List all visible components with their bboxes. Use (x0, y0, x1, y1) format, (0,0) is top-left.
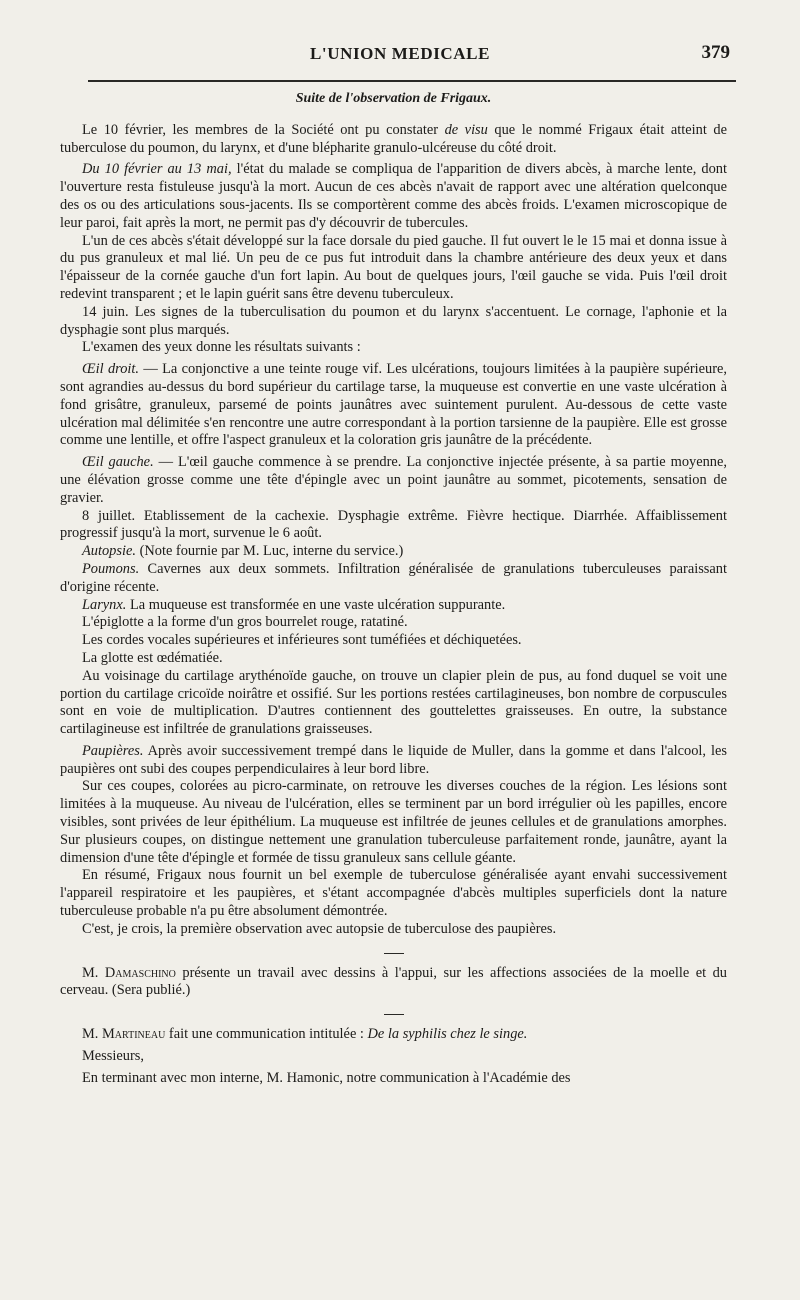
paragraph (60, 122, 727, 158)
separator-rule (384, 953, 404, 954)
paragraph: En terminant avec mon interne, M. Hamonic, notre communication à l'Académie des (82, 1069, 571, 1086)
italic-phrase: Œil gauche. (82, 454, 154, 471)
speaker-name: Damaschino (104, 964, 176, 981)
paragraph-text: l'état du malade se compliqua de l'apparition de divers abcès, à marche lente, dont l'ouverture resta fistuleuse jusqu'à la mort. Aucun de ces abcès n'avait de rapport avec une altération quelconque des os ou des articulations sous-jacents. Ils se comportèrent comme des abcès froids. L'examen microscopique de leur paroi, fait après la mort, ne permit pas d'y découvrir de tubercules. (60, 161, 727, 231)
paragraph (60, 1026, 727, 1044)
italic-phrase: Œil droit. (82, 361, 139, 378)
italic-phrase: Autopsie. (82, 543, 136, 560)
paragraph: 8 juillet. Etablissement de la cachexie. Dysphagie extrême. Fièvre hectique. Diarrhée. Affaiblissement progressif jusqu'à la mort, survenue le 6 août. (60, 507, 727, 542)
italic-phrase: De la syphilis chez le singe. (367, 1026, 528, 1043)
italic-phrase: Du 10 février au 13 mai, (82, 161, 232, 178)
paragraph: Les cordes vocales supérieures et inférieures sont tuméfiées et déchiquetées. (82, 632, 522, 649)
paragraph: L'un de ces abcès s'était développé sur la face dorsale du pied gauche. Il fut ouvert le le 15 mai et donna issue à du pus granuleux et mal lié. Un peu de ce pus fut introduit dans la chambre antérieure des deux yeux et dans l'épaisseur de la cornée gauche d'un fort lapin. Au bout de quelques jours, l'œil gauche se vida. Puis l'œil droit redevint transparent ; et le lapin guérit sans être devenu tuberculeux. (60, 232, 727, 302)
paragraph-text: Le 10 février, les membres de la Société ont pu constater (82, 121, 445, 138)
running-title: L'UNION MEDICALE (309, 44, 491, 63)
italic-phrase: Larynx. (82, 596, 127, 613)
italic-phrase: Poumons. (82, 560, 140, 577)
page-number: 379 (701, 42, 730, 63)
paragraph: Messieurs, (82, 1048, 144, 1065)
section-heading: Suite de l'observation de Frigaux. (295, 91, 492, 106)
paragraph (60, 454, 727, 507)
paragraph-text: présente un travail avec dessins à l'appui, sur les affections associées de la moelle et du cerveau. (Sera publié.) (60, 964, 727, 999)
header-rule (88, 80, 736, 82)
paragraph-text: La muqueuse est transformée en une vaste ulcération suppurante. (126, 596, 506, 613)
italic-phrase: Paupières. (82, 742, 144, 759)
paragraph (60, 743, 727, 779)
paragraph-text: Cavernes aux deux sommets. Infiltration généralisée de granulations tuberculeuses paraissant d'origine récente. (60, 560, 727, 595)
paragraph (60, 597, 727, 615)
paragraph (60, 965, 727, 1001)
paragraph (60, 161, 727, 232)
paragraph-text: fait une communication intitulée : (165, 1026, 368, 1043)
paragraph: L'examen des yeux donne les résultats suivants : (82, 339, 361, 356)
paragraph: L'épiglotte a la forme d'un gros bourrelet rouge, ratatiné. (82, 614, 408, 631)
paragraph: Au voisinage du cartilage arythénoïde gauche, on trouve un clapier plein de pus, au fond duquel se voit une portion du cartilage cricoïde noirâtre et ossifié. Sur les portions restées cartilagineuses, bon nombre de corpuscules sont en voie de multiplication. D'autres contiennent des gouttelettes graisseuses. En outre, la substance cartilagineuse est infiltrée de granulations graisseuses. (60, 667, 727, 738)
text-column (60, 90, 727, 1088)
separator-rule (384, 1014, 404, 1015)
paragraph (60, 361, 727, 450)
italic-phrase: de visu (444, 121, 488, 138)
paragraph: 14 juin. Les signes de la tuberculisation du poumon et du larynx s'accentuent. Le cornage, l'aphonie et la dysphagie sont plus marqués. (60, 303, 727, 338)
paragraph-text: — La conjonctive a une teinte rouge vif. Les ulcérations, toujours limitées à la paupière supérieure, sont agrandies au-dessus du bord supérieur du cartilage tarse, la muqueuse est convertie en une vaste ulcération à fond grisâtre, granuleux, parsemé de points jaunâtres avec suintement purulent. Au-dessous de cette vaste ulcération mal délimitée s'en rencontre une autre correspondant à la portion tarsienne de la paupière. Elle est grosse comme une lentille, et offre l'aspect granuleux et la coloration gris jaunâtre de la précédente. (60, 361, 727, 449)
paragraph: En résumé, Frigaux nous fournit un bel exemple de tuberculose généralisée ayant envahi successivement l'appareil respiratoire et les paupières, et s'étant accompagnée d'abcès multiples superficiels dont la nature tuberculeuse probable n'a pu être absolument démontrée. (60, 867, 727, 920)
paragraph: C'est, je crois, la première observation avec autopsie de tuberculose des paupières. (82, 920, 557, 937)
paragraph-text: — L'œil gauche commence à se prendre. La conjonctive injectée présente, à sa partie moyenne, une élévation grosse comme une tête d'épingle avec un point jaunâtre au sommet, picotements, sensation de gravier. (60, 454, 727, 506)
paragraph-text: que le nommé Frigaux était atteint de tuberculose du poumon, du larynx, et d'une blépharite granulo-ulcéreuse du côté droit. (60, 121, 727, 156)
speaker-name: Martineau (102, 1026, 166, 1043)
paragraph (60, 561, 727, 597)
paragraph (60, 543, 727, 561)
paragraph: Sur ces coupes, colorées au picro-carminate, on retrouve les diverses couches de la région. Les lésions sont limitées à la muqueuse. Au niveau de l'ulcération, elles se terminent par un bord irrégulier où les papilles, encore visibles, sont privées de leur épithélium. La muqueuse est infiltrée de jeunes cellules et de granulations amorphes. Sur plusieurs coupes, on distingue nettement une granulation tuberculeuse parfaitement ronde, jaunâtre, ayant la dimension d'une tête d'épingle et formée de tissu granuleux sans cellule géante. (60, 778, 727, 866)
paragraph-text: M. (82, 1026, 102, 1043)
paragraph-text: Après avoir successivement trempé dans le liquide de Muller, dans la gomme et dans l'alcool, les paupières ont subi des coupes perpendiculaires à leur bord libre. (60, 742, 727, 777)
paragraph: La glotte est œdématiée. (82, 649, 223, 666)
paragraph-text: M. (82, 964, 105, 981)
paragraph-text: (Note fournie par M. Luc, interne du service.) (135, 543, 404, 560)
running-head (60, 40, 740, 70)
